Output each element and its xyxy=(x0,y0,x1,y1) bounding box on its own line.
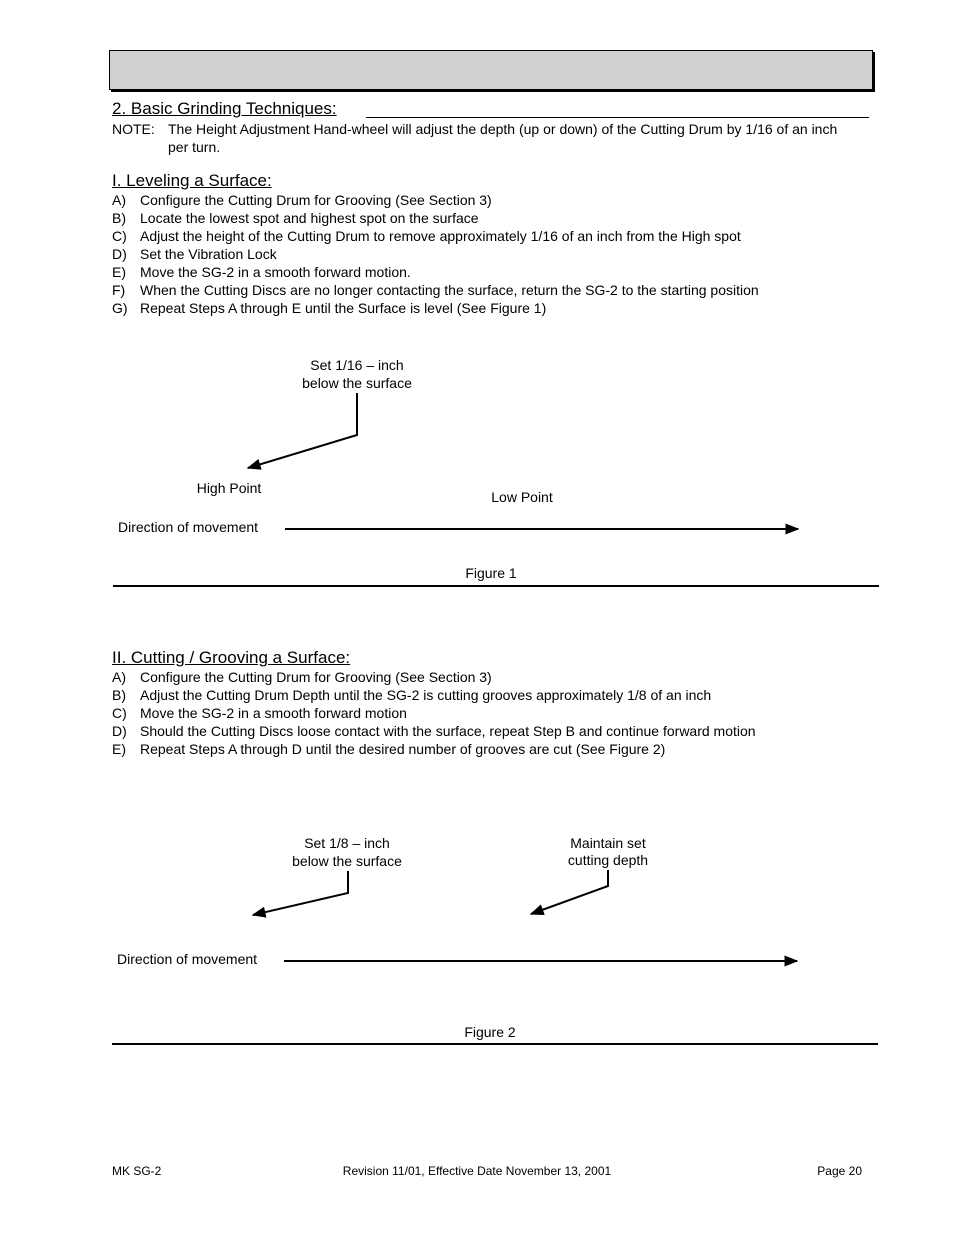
note-label: NOTE: xyxy=(112,121,155,137)
fig2-set-label-2: below the surface xyxy=(292,853,402,869)
footer-page-number: Page 20 xyxy=(817,1164,862,1178)
fig1-depth-arrow xyxy=(248,393,357,468)
list-marker: F) xyxy=(112,282,126,298)
fig2-caption: Figure 2 xyxy=(464,1024,516,1040)
list-text: Configure the Cutting Drum for Grooving (See Section 3) xyxy=(140,192,492,208)
list-text: Configure the Cutting Drum for Grooving (See Section 3) xyxy=(140,669,492,685)
list-text: Move the SG-2 in a smooth forward motion. xyxy=(140,264,411,280)
section-title: 2. Basic Grinding Techniques: xyxy=(112,99,337,118)
fig2-depth-arrow xyxy=(253,871,348,915)
fig1-direction-label: Direction of movement xyxy=(118,519,259,535)
list-marker: B) xyxy=(112,687,126,703)
list-text: Adjust the height of the Cutting Drum to remove approximately 1/16 of an inch from the High spot xyxy=(140,228,741,244)
fig1-caption: Figure 1 xyxy=(465,565,517,581)
list-marker: D) xyxy=(112,723,127,739)
list-text: Move the SG-2 in a smooth forward motion xyxy=(140,705,407,721)
grooving-title: II. Cutting / Grooving a Surface: xyxy=(112,648,351,667)
footer-revision: Revision 11/01, Effective Date November 13, 2001 xyxy=(342,1164,612,1178)
list-marker: C) xyxy=(112,228,127,244)
list-text: Repeat Steps A through D until the desired number of grooves are cut (See Figure 2) xyxy=(140,741,666,757)
list-text: Set the Vibration Lock xyxy=(140,246,277,262)
fig1-set-label-1: Set 1/16 – inch xyxy=(310,357,404,373)
list-text: Should the Cutting Discs loose contact with the surface, repeat Step B and continue forward motion xyxy=(140,723,756,739)
fig2-maintain-arrow xyxy=(531,870,608,914)
list-marker: A) xyxy=(112,192,126,208)
fig2-set-label-1: Set 1/8 – inch xyxy=(304,835,390,851)
footer-doc-id: MK SG-2 xyxy=(112,1164,162,1178)
fig1-high-point: High Point xyxy=(196,480,262,496)
list-marker: B) xyxy=(112,210,126,226)
list-marker: A) xyxy=(112,669,126,685)
list-marker: G) xyxy=(112,300,128,316)
list-text: Repeat Steps A through E until the Surface is level (See Figure 1) xyxy=(140,300,547,316)
note-text: The Height Adjustment Hand-wheel will adjust the depth (up or down) of the Cutting Drum by 1/16 of an inch per turn. xyxy=(168,121,838,155)
list-text: When the Cutting Discs are no longer contacting the surface, return the SG-2 to the starting position xyxy=(140,282,759,298)
fig2-maintain-label-1: Maintain set xyxy=(570,835,646,851)
list-text: Locate the lowest spot and highest spot on the surface xyxy=(140,210,479,226)
list-text: Adjust the Cutting Drum Depth until the SG-2 is cutting grooves approximately 1/8 of an inch xyxy=(140,687,712,703)
list-marker: C) xyxy=(112,705,127,721)
fig1-set-label-2: below the surface xyxy=(302,375,412,391)
leveling-title: I. Leveling a Surface: xyxy=(112,171,272,190)
list-marker: E) xyxy=(112,264,126,280)
list-marker: D) xyxy=(112,246,127,262)
fig2-direction-label: Direction of movement xyxy=(117,951,258,967)
fig2-maintain-label-2: cutting depth xyxy=(567,852,649,868)
fig1-low-point: Low Point xyxy=(491,489,553,505)
list-marker: E) xyxy=(112,741,126,757)
